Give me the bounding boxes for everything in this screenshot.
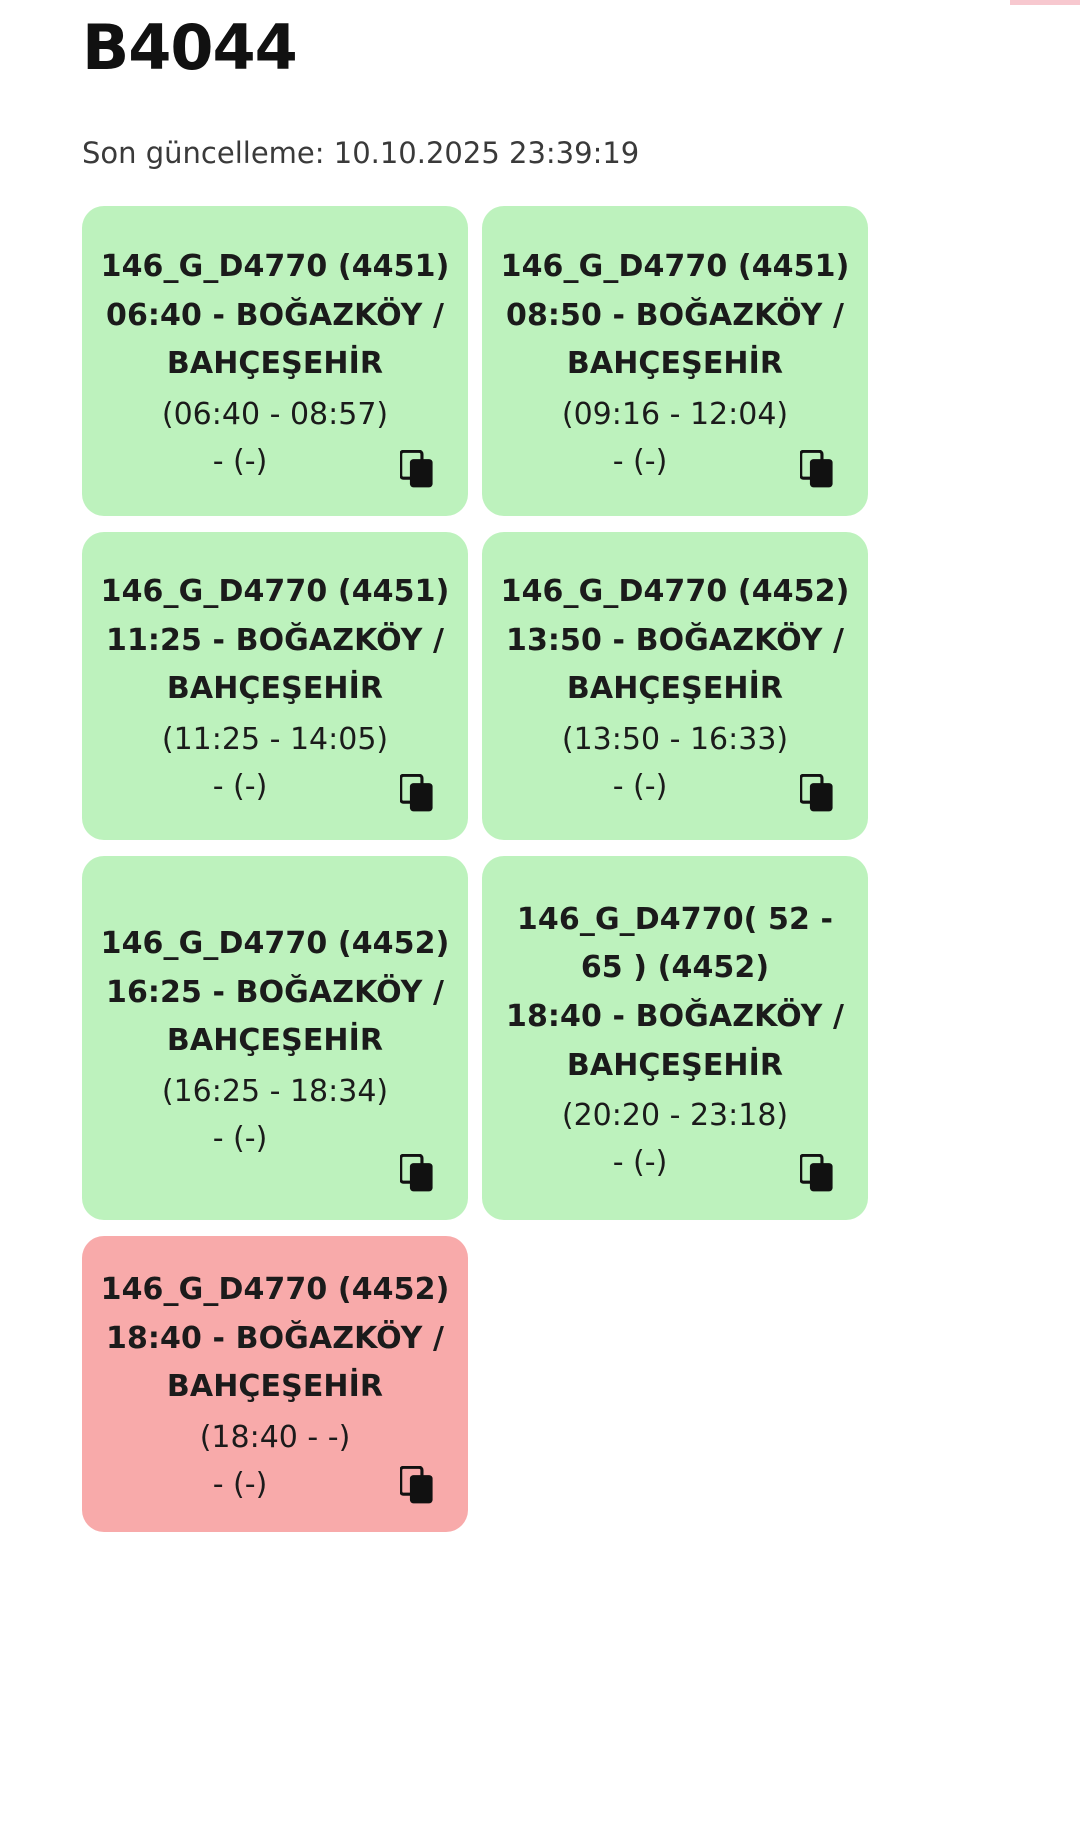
trip-card[interactable] xyxy=(82,532,468,840)
copy-icon[interactable] xyxy=(400,450,434,488)
trip-title: 146_G_D4770 (4451) xyxy=(100,249,450,285)
trip-card[interactable] xyxy=(82,206,468,516)
trip-extra: - (-) xyxy=(212,443,268,479)
trip-window: (20:20 - 23:18) xyxy=(561,1098,789,1134)
trip-extra: - (-) xyxy=(612,443,668,479)
trip-title: 146_G_D4770 (4451) xyxy=(100,574,450,610)
copy-icon[interactable] xyxy=(400,774,434,812)
trip-card-grid xyxy=(82,206,998,1532)
trip-card[interactable] xyxy=(482,856,868,1220)
copy-icon[interactable] xyxy=(800,1154,834,1192)
trip-extra: - (-) xyxy=(212,1466,268,1502)
trip-card[interactable] xyxy=(482,206,868,516)
trip-window: (16:25 - 18:34) xyxy=(161,1073,389,1109)
copy-icon[interactable] xyxy=(400,1466,434,1504)
trip-card[interactable] xyxy=(82,856,468,1220)
trip-extra: - (-) xyxy=(212,768,268,804)
trip-route: 13:50 - BOĞAZKÖY / BAHÇEŞEHİR xyxy=(505,622,845,707)
copy-icon[interactable] xyxy=(800,774,834,812)
top-accent-bar xyxy=(1010,0,1080,5)
trip-window: (11:25 - 14:05) xyxy=(161,721,389,757)
trip-window: (09:16 - 12:04) xyxy=(561,396,789,432)
trip-route: 18:40 - BOĞAZKÖY / BAHÇEŞEHİR xyxy=(505,998,845,1083)
trip-title: 146_G_D4770 (4452) xyxy=(500,574,850,610)
trip-route: 06:40 - BOĞAZKÖY / BAHÇEŞEHİR xyxy=(105,297,445,382)
copy-icon[interactable] xyxy=(400,1154,434,1192)
trip-route: 11:25 - BOĞAZKÖY / BAHÇEŞEHİR xyxy=(105,622,445,707)
page-container xyxy=(0,8,1080,1532)
trip-route: 16:25 - BOĞAZKÖY / BAHÇEŞEHİR xyxy=(105,974,445,1059)
trip-window: (06:40 - 08:57) xyxy=(161,396,389,432)
page-title: B4044 xyxy=(82,11,297,84)
trip-card[interactable] xyxy=(482,532,868,840)
trip-title: 146_G_D4770 (4452) xyxy=(100,926,450,962)
trip-extra: - (-) xyxy=(212,1120,268,1156)
trip-title: 146_G_D4770 (4452) xyxy=(100,1272,450,1308)
trip-route: 18:40 - BOĞAZKÖY / BAHÇEŞEHİR xyxy=(105,1320,445,1405)
trip-route: 08:50 - BOĞAZKÖY / BAHÇEŞEHİR xyxy=(505,297,845,382)
trip-extra: - (-) xyxy=(612,1145,668,1181)
trip-window: (13:50 - 16:33) xyxy=(561,721,789,757)
last-update-text: Son güncelleme: 10.10.2025 23:39:19 xyxy=(82,136,640,171)
trip-window: (18:40 - -) xyxy=(199,1419,351,1455)
trip-title: 146_G_D4770( 52 - 65 ) (4452) xyxy=(516,901,834,986)
trip-extra: - (-) xyxy=(612,768,668,804)
trip-title: 146_G_D4770 (4451) xyxy=(500,249,850,285)
copy-icon[interactable] xyxy=(800,450,834,488)
trip-card[interactable] xyxy=(82,1236,468,1532)
